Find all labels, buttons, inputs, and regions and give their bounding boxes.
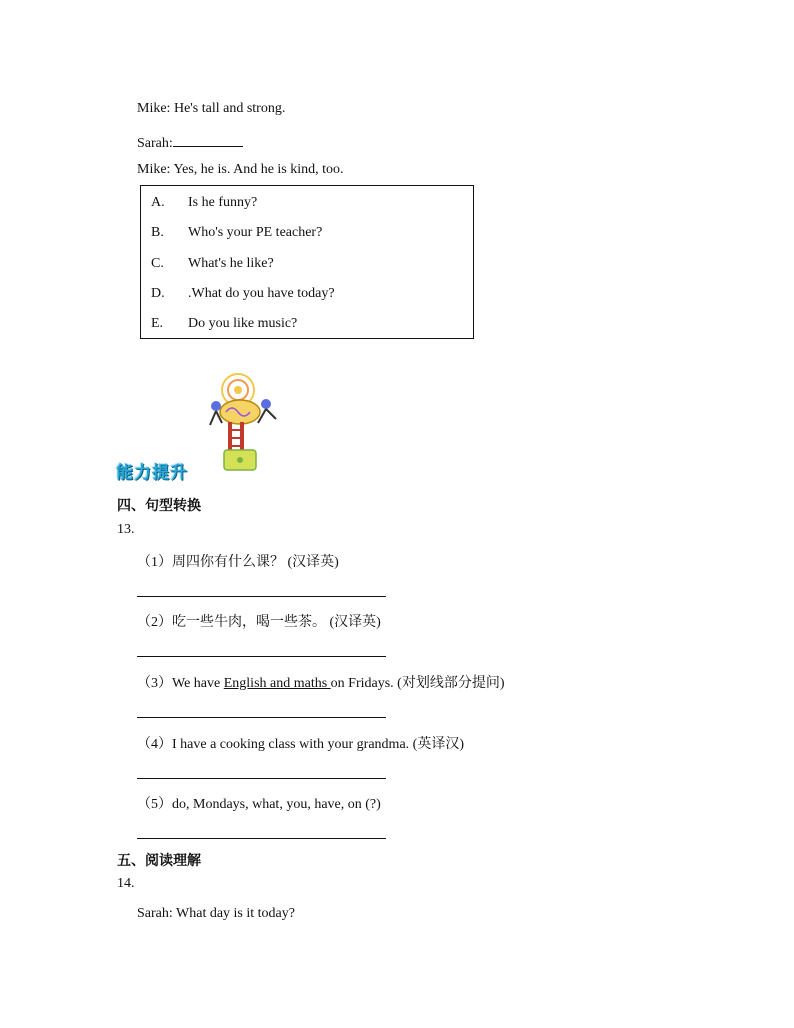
dialogue-line-2 bbox=[137, 132, 243, 152]
question-13-number: 13. bbox=[117, 522, 135, 537]
item-number: （4） bbox=[137, 737, 172, 752]
item-text-post: on Fridays. (对划线部分提问) bbox=[330, 676, 505, 691]
answer-line-3 bbox=[137, 717, 386, 718]
speaker: Mike: bbox=[137, 101, 171, 116]
item-number: （5） bbox=[137, 797, 172, 812]
option-letter: E. bbox=[151, 316, 164, 331]
speaker: Mike: bbox=[137, 162, 171, 177]
option-e bbox=[151, 316, 297, 332]
item-text: 吃一些牛肉，喝一些茶。 (汉译英) bbox=[172, 615, 381, 630]
answer-line-1 bbox=[137, 596, 386, 597]
item-2 bbox=[137, 611, 381, 631]
answer-line-5 bbox=[137, 838, 386, 839]
option-letter: A. bbox=[151, 195, 165, 210]
answer-blank bbox=[173, 132, 243, 147]
ability-badge-label: 能力提升 bbox=[116, 463, 188, 483]
item-3 bbox=[137, 672, 505, 692]
item-4 bbox=[137, 733, 464, 753]
option-text: .What do you have today? bbox=[188, 286, 335, 301]
answer-line-4 bbox=[137, 778, 386, 779]
answer-line-2 bbox=[137, 656, 386, 657]
dialogue-text: What day is it today? bbox=[176, 906, 295, 921]
option-text: What's he like? bbox=[188, 256, 274, 271]
item-number: （2） bbox=[137, 615, 172, 630]
item-text: do, Mondays, what, you, have, on (?) bbox=[172, 797, 381, 812]
option-d bbox=[151, 286, 335, 302]
option-letter: C. bbox=[151, 256, 164, 271]
item-text: 周四你有什么课？ (汉译英) bbox=[172, 555, 339, 570]
dialogue-text: Yes, he is. And he is kind, too. bbox=[173, 162, 344, 177]
option-text: Is he funny? bbox=[188, 195, 258, 210]
speaker: Sarah: bbox=[137, 906, 173, 921]
option-text: Do you like music? bbox=[188, 316, 298, 331]
item-text-pre: We have bbox=[172, 676, 224, 691]
dialogue-line-1 bbox=[137, 101, 285, 117]
question-14-number: 14. bbox=[117, 876, 135, 891]
item-number: （3） bbox=[137, 676, 172, 691]
option-b bbox=[151, 225, 322, 241]
option-a bbox=[151, 195, 257, 211]
dialogue-line-3 bbox=[137, 162, 344, 178]
option-letter: B. bbox=[151, 225, 164, 240]
ability-badge-illustration-icon bbox=[200, 368, 290, 476]
item-1 bbox=[137, 551, 339, 571]
speaker: Sarah: bbox=[137, 136, 173, 151]
item-5 bbox=[137, 793, 381, 813]
option-letter: D. bbox=[151, 286, 165, 301]
underlined-phrase: English and maths bbox=[223, 676, 331, 691]
option-c bbox=[151, 256, 274, 272]
dialogue-text: He's tall and strong. bbox=[173, 101, 286, 116]
section-5-title: 五、阅读理解 bbox=[117, 853, 201, 869]
reading-dialogue-line-1 bbox=[137, 906, 295, 922]
options-box bbox=[140, 185, 474, 339]
option-text: Who's your PE teacher? bbox=[188, 225, 323, 240]
section-4-title: 四、句型转换 bbox=[117, 498, 201, 514]
item-number: （1） bbox=[137, 555, 172, 570]
item-text: I have a cooking class with your grandma. (英译汉) bbox=[172, 737, 464, 752]
